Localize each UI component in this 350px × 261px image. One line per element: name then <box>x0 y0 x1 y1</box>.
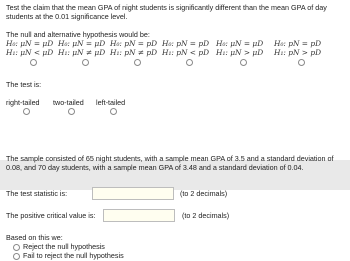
decision-reject-radio[interactable] <box>13 244 20 251</box>
test-type-prompt: The test is: <box>6 80 42 89</box>
hypothesis-option-6[interactable] <box>274 40 321 57</box>
test-type-two-radio[interactable] <box>68 108 75 115</box>
decision-fail-radio[interactable] <box>13 253 20 260</box>
sample-line2: 0.08, and 70 day students, with a sample mean GPA of 3.48 and a standard deviation of 0.04. <box>6 163 304 172</box>
hypothesis-radio-1[interactable] <box>30 59 37 66</box>
test-type-left-radio[interactable] <box>110 108 117 115</box>
h1-text: H₁: pN < pD <box>162 47 209 57</box>
h1-text: H₁: μN < μD <box>6 47 54 57</box>
h0-text: H₀: μN = μD <box>6 39 54 48</box>
test-statistic-input[interactable] <box>92 187 174 200</box>
test-type-left-label: left-tailed <box>96 98 126 107</box>
question-intro-line2: students at the 0.01 significance level. <box>6 12 128 21</box>
hypothesis-option-5[interactable] <box>216 40 263 57</box>
hypothesis-option-1[interactable] <box>6 40 53 57</box>
h0-text: H₀: pN = pD <box>274 39 321 48</box>
h1-text: H₁: μN > μD <box>216 47 264 57</box>
decision-prompt: Based on this we: <box>6 233 63 242</box>
h0-text: H₀: μN = μD <box>58 39 106 48</box>
test-type-two-label: two-tailed <box>53 98 84 107</box>
hypothesis-radio-5[interactable] <box>240 59 247 66</box>
test-type-options <box>6 99 206 119</box>
critical-value-input[interactable] <box>103 209 175 222</box>
hypothesis-radio-6[interactable] <box>298 59 305 66</box>
hypothesis-option-3[interactable] <box>110 40 157 57</box>
critical-value-hint: (to 2 decimals) <box>182 211 230 220</box>
hypothesis-prompt: The null and alternative hypothesis would be: <box>6 30 150 39</box>
test-type-right-label: right-tailed <box>6 98 40 107</box>
h0-text: H₀: pN = pD <box>110 39 157 48</box>
hypothesis-options <box>6 40 346 70</box>
test-statistic-label: The test statistic is: <box>6 189 68 198</box>
h1-text: H₁: pN ≠ pD <box>110 47 157 57</box>
hypothesis-option-2[interactable] <box>58 40 105 57</box>
hypothesis-radio-3[interactable] <box>134 59 141 66</box>
h0-text: H₀: μN = μD <box>216 39 264 48</box>
h1-text: H₁: pN > pD <box>274 47 321 57</box>
h1-text: H₁: μN ≠ μD <box>58 47 106 57</box>
hypothesis-option-4[interactable] <box>162 40 209 57</box>
sample-line1: The sample consisted of 65 night students, with a sample mean GPA of 3.5 and a standard deviation of <box>6 154 334 163</box>
decision-option-fail[interactable] <box>13 252 124 261</box>
decision-fail-label: Fail to reject the null hypothesis <box>23 251 124 260</box>
question-intro-line1: Test the claim that the mean GPA of night students is significantly different than the mean GPA of day <box>6 3 327 12</box>
decision-reject-label: Reject the null hypothesis <box>23 242 105 251</box>
critical-value-label: The positive critical value is: <box>6 211 96 220</box>
test-statistic-hint: (to 2 decimals) <box>180 189 228 198</box>
h0-text: H₀: pN = pD <box>162 39 209 48</box>
hypothesis-radio-4[interactable] <box>186 59 193 66</box>
hypothesis-radio-2[interactable] <box>82 59 89 66</box>
test-type-right-radio[interactable] <box>23 108 30 115</box>
